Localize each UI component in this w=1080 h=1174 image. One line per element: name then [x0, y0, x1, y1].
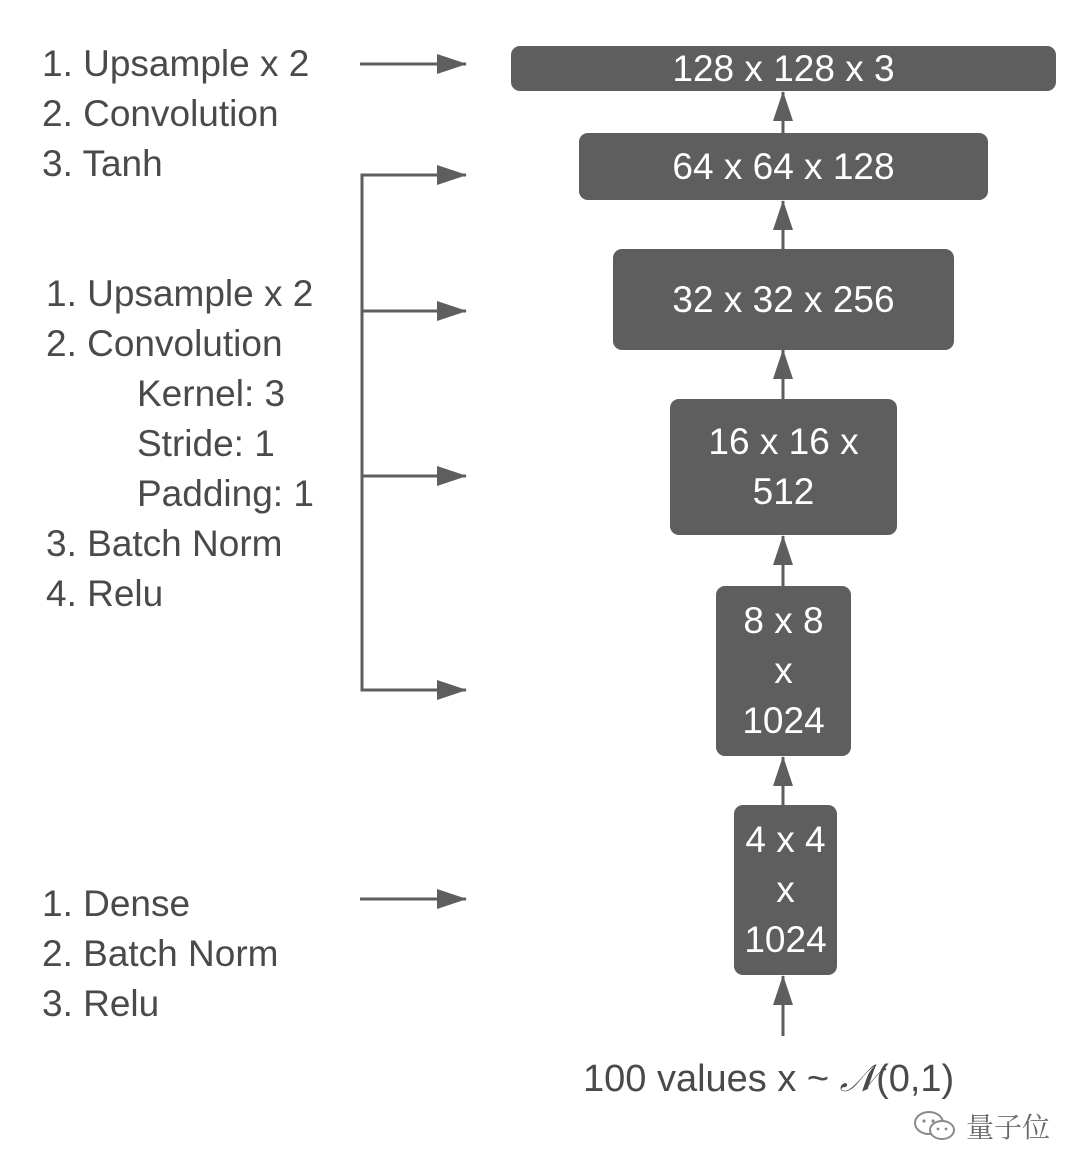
hidden-conv-padding: Padding: 1 [137, 473, 314, 514]
hidden-step-relu: 4. Relu [46, 573, 164, 614]
hidden-step-upsample: 1. Upsample x 2 [46, 273, 314, 314]
watermark [912, 1106, 1050, 1146]
watermark-text: 量子位 [966, 1112, 1051, 1143]
input-step-relu: 3. Relu [42, 983, 160, 1024]
hidden-conv-stride: Stride: 1 [137, 423, 275, 464]
block-label: 64 x 64 x 128 [672, 145, 895, 187]
input-step-batchnorm: 2. Batch Norm [42, 933, 279, 974]
normal-dist-symbol: 𝒩 [839, 1056, 877, 1100]
input-prefix: 100 values x ~ [583, 1058, 840, 1100]
input-step-dense: 1. Dense [42, 883, 191, 924]
hidden-bracket [362, 175, 466, 690]
hidden-conv-kernel: Kernel: 3 [137, 373, 286, 414]
hidden-step-convolution: 2. Convolution [46, 323, 283, 364]
hidden-step-batchnorm: 3. Batch Norm [46, 523, 283, 564]
output-step-tanh: 3. Tanh [42, 143, 163, 184]
block-label: 4 x 4 x 1024 [744, 819, 827, 960]
output-step-upsample: 1. Upsample x 2 [42, 43, 310, 84]
input-params: (0,1) [876, 1058, 955, 1100]
block-128x128x3 [511, 46, 1056, 91]
block-64x64x128 [579, 133, 988, 200]
block-label: 128 x 128 x 3 [672, 47, 895, 89]
block-label: 32 x 32 x 256 [672, 278, 895, 320]
block-label: 8 x 8 x 1024 [742, 600, 825, 741]
block-16x16x512 [670, 399, 897, 535]
block-4x4x1024 [734, 805, 837, 975]
input-noise-label [583, 1052, 954, 1105]
block-32x32x256 [613, 249, 954, 350]
output-step-convolution: 2. Convolution [42, 93, 279, 134]
wechat-icon [912, 1109, 958, 1143]
block-label: 16 x 16 x 512 [708, 421, 859, 512]
block-8x8x1024 [716, 586, 851, 756]
